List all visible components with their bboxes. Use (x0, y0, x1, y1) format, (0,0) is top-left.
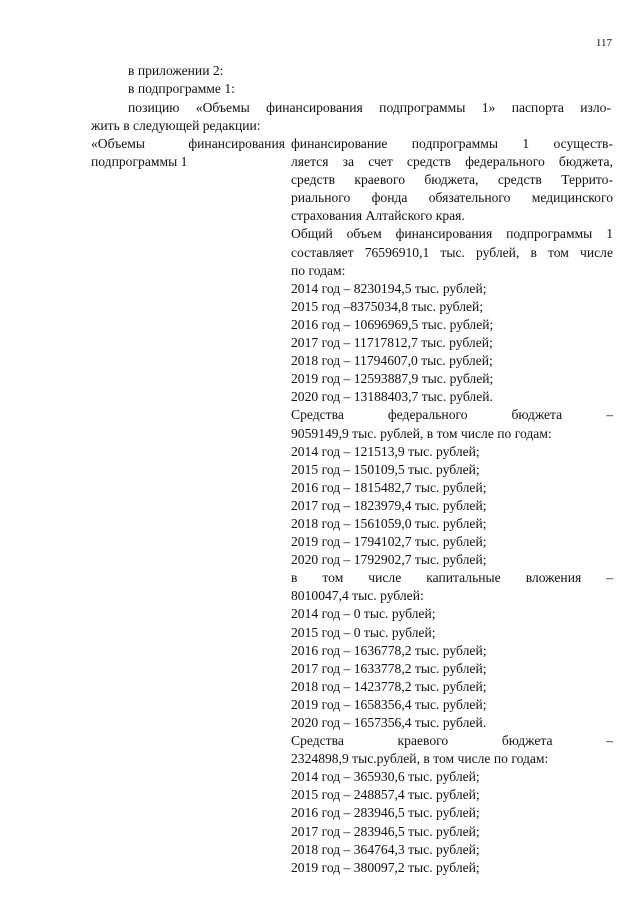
financing-line: 2015 год –8375034,8 тыс. рублей; (291, 298, 484, 314)
financing-line: 2015 год – 248857,4 тыс. рублей; (291, 787, 480, 803)
intro-line: позицию «Объемы финансирования подпрограммы 1» паспорта изло- (128, 99, 611, 115)
financing-line: 2016 год – 1815482,7 тыс. рублей; (291, 479, 487, 495)
financing-line: 2014 год – 8230194,5 тыс. рублей; (291, 280, 487, 296)
intro-line: жить в следующей редакции: (91, 118, 261, 134)
financing-line: 2018 год – 11794607,0 тыс. рублей; (291, 353, 493, 369)
position-label (91, 135, 285, 172)
financing-line: 9059149,9 тыс. рублей, в том числе по годам: (291, 425, 552, 441)
financing-line: Средства федерального бюджета – (291, 407, 613, 423)
financing-line: Общий объем финансирования подпрограммы 1 (291, 226, 613, 242)
financing-line: ляется за счет средств федерального бюджета, (291, 154, 613, 170)
financing-line: составляет 76596910,1 тыс. рублей, в том числе (291, 244, 613, 260)
financing-line: 2017 год – 1823979,4 тыс. рублей; (291, 497, 487, 513)
financing-line: финансирование подпрограммы 1 осуществ- (291, 136, 613, 151)
financing-line: 2018 год – 364764,3 тыс. рублей; (291, 841, 480, 857)
financing-line: Средства краевого бюджета – (291, 733, 613, 749)
intro-line: в подпрограмме 1: (128, 81, 235, 97)
financing-line: 2019 год – 1658356,4 тыс. рублей; (291, 696, 487, 712)
financing-line: 2324898,9 тыс.рублей, в том числе по годам: (291, 751, 549, 767)
intro-text (91, 62, 611, 136)
financing-line: в том числе капитальные вложения – (291, 570, 613, 586)
position-label-line: подпрограммы 1 (91, 154, 188, 170)
position-label-line: «Объемы финансирования (91, 136, 285, 151)
financing-line: по годам: (291, 262, 346, 278)
financing-line: риального фонда обязательного медицинского (291, 190, 613, 206)
financing-line: 2018 год – 1423778,2 тыс. рублей; (291, 678, 487, 694)
financing-line: 2016 год – 283946,5 тыс. рублей; (291, 805, 480, 821)
financing-line: 2019 год – 12593887,9 тыс. рублей; (291, 371, 494, 387)
financing-line: 2019 год – 380097,2 тыс. рублей; (291, 859, 480, 875)
financing-line: 2014 год – 121513,9 тыс. рублей; (291, 443, 480, 459)
financing-line: 2015 год – 0 тыс. рублей; (291, 624, 436, 640)
financing-line: 2014 год – 0 тыс. рублей; (291, 606, 436, 622)
financing-line: 2014 год – 365930,6 тыс. рублей; (291, 769, 480, 785)
financing-line: 2015 год – 150109,5 тыс. рублей; (291, 461, 480, 477)
financing-line: 2016 год – 10696969,5 тыс. рублей; (291, 316, 494, 332)
financing-line: 2016 год – 1636778,2 тыс. рублей; (291, 642, 487, 658)
financing-line: 2017 год – 283946,5 тыс. рублей; (291, 823, 480, 839)
financing-line: 2020 год – 1657356,4 тыс. рублей. (291, 715, 487, 730)
financing-line: средств краевого бюджета, средств Террито- (291, 172, 613, 188)
financing-details (291, 135, 613, 877)
financing-line: 2017 год – 11717812,7 тыс. рублей; (291, 335, 493, 351)
financing-line: 8010047,4 тыс. рублей: (291, 588, 424, 604)
financing-line: 2020 год – 13188403,7 тыс. рублей. (291, 389, 493, 405)
financing-line: страхования Алтайского края. (291, 208, 465, 224)
financing-line: 2019 год – 1794102,7 тыс. рублей; (291, 534, 487, 550)
financing-line: 2020 год – 1792902,7 тыс. рублей; (291, 552, 487, 568)
financing-line: 2017 год – 1633778,2 тыс. рублей; (291, 660, 487, 676)
financing-line: 2018 год – 1561059,0 тыс. рублей; (291, 515, 487, 531)
intro-line: в приложении 2: (128, 63, 224, 78)
page-number: 117 (595, 37, 612, 49)
